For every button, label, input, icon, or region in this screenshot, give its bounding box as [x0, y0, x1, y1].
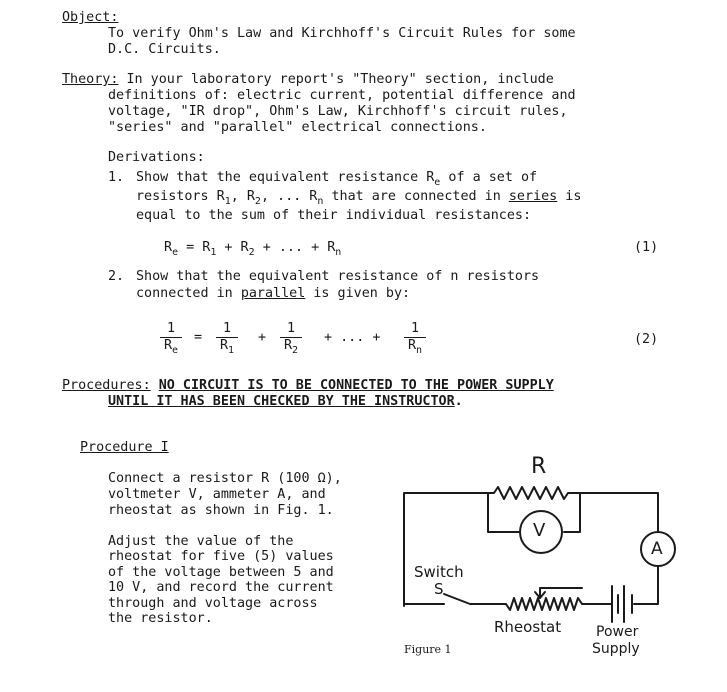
wire-right-down: [634, 566, 658, 604]
procedures-warning-1: NO CIRCUIT IS TO BE CONNECTED TO THE POWER SUPPLY: [158, 378, 554, 393]
eq2-frac-rn-num: 1: [404, 322, 426, 338]
subscript-e: e: [434, 177, 441, 188]
derivation-1-number: 1.: [108, 170, 125, 185]
label-ammeter-a: A: [651, 539, 663, 559]
battery-plates: [612, 586, 632, 622]
eq2-plus: +: [258, 330, 267, 345]
subscript-n: n: [317, 196, 324, 207]
derivation-1-line-2-c: , ... R: [260, 189, 318, 204]
eq2-sub-e: e: [172, 345, 179, 356]
eq2-sub-n: n: [416, 345, 423, 356]
derivation-1-line-3: equal to the sum of their individual resistances:: [136, 208, 532, 223]
series-word: series: [508, 189, 558, 204]
eq2-r: R: [219, 338, 229, 353]
rheostat-arrow: [535, 588, 582, 598]
theory-line-3: voltage, "IR drop", Ohm's Law, Kirchhoff's circuit rules,: [108, 104, 568, 119]
eq2-r: R: [163, 338, 173, 353]
label-voltmeter-v: V: [533, 520, 546, 541]
equation-2-number: (2): [634, 332, 659, 347]
eq1-lhs-sub: e: [172, 247, 179, 258]
wire-top-right: [580, 493, 658, 532]
procedure-1-p1-line-3: rheostat as shown in Fig. 1.: [108, 503, 334, 518]
derivations-heading: Derivations:: [108, 150, 205, 165]
theory-heading: Theory:: [62, 72, 119, 87]
theory-line-4: "series" and "parallel" electrical connections.: [108, 120, 487, 135]
eq2-r: R: [407, 338, 417, 353]
parallel-word: parallel: [240, 286, 306, 301]
derivation-2-line-2-a: connected in: [136, 286, 241, 301]
rheostat-zigzag: [484, 598, 588, 610]
procedures-warning-end: .: [454, 394, 463, 409]
eq2-sub-1: 1: [228, 345, 235, 356]
procedure-1-p1-line-1: Connect a resistor R (100 Ω),: [108, 471, 342, 486]
eq2-frac-r1-num: 1: [216, 322, 238, 338]
procedures-warning-2: UNTIL IT HAS BEEN CHECKED BY THE INSTRUCTOR: [108, 394, 455, 409]
procedure-1-p2-line-6: the resistor.: [108, 611, 213, 626]
subscript-1: 1: [224, 196, 231, 207]
derivation-1-line-2-e: is: [557, 189, 582, 204]
figure-caption: Figure 1: [404, 643, 452, 656]
procedure-1-p2-line-1: Adjust the value of the: [108, 534, 294, 549]
equation-1-number: (1): [634, 240, 659, 255]
derivation-1-line-1-b: of a set of: [440, 170, 538, 185]
label-rheostat: Rheostat: [494, 618, 562, 636]
label-resistor-r: R: [531, 454, 547, 479]
eq1-term-2: + R: [216, 240, 249, 255]
procedure-1-p1-line-2: voltmeter V, ammeter A, and: [108, 487, 326, 502]
eq2-r: R: [283, 338, 293, 353]
procedure-1-p2-line-2: rheostat for five (5) values: [108, 549, 334, 564]
derivation-2-line-1: Show that the equivalent resistance of n resistors: [136, 269, 540, 284]
resistor-zigzag: [488, 487, 580, 499]
object-line-2: D.C. Circuits.: [108, 42, 221, 57]
derivation-1-line-2-b: , R: [230, 189, 255, 204]
eq1-term-1-sub: 1: [210, 247, 217, 258]
label-supply: Supply: [592, 641, 640, 657]
label-switch-s: S: [434, 580, 444, 598]
procedure-1-p2-line-4: 10 V, and record the current: [108, 580, 334, 595]
theory-line-2: definitions of: electric current, potential difference and: [108, 88, 576, 103]
procedures-heading: Procedures:: [62, 378, 151, 393]
label-power: Power: [596, 624, 639, 640]
derivation-2-number: 2.: [108, 269, 125, 284]
derivation-1-line-1-a: Show that the equivalent resistance R: [136, 170, 435, 185]
eq2-equals: =: [194, 330, 203, 345]
procedure-1-heading: Procedure I: [80, 440, 169, 455]
procedure-1-p2-line-3: of the voltage between 5 and: [108, 565, 334, 580]
label-switch: Switch: [414, 563, 464, 581]
eq1-term-2-sub: 2: [248, 247, 255, 258]
eq2-frac-re-num: 1: [160, 322, 182, 338]
procedure-1-p2-line-5: through and voltage across: [108, 596, 318, 611]
eq1-lhs: R: [164, 240, 173, 255]
derivation-2-line-2-b: is given by:: [305, 286, 411, 301]
switch-lever: [444, 594, 484, 604]
theory-line-1-text: In your laboratory report's "Theory" section, include: [118, 72, 554, 87]
object-line-1: To verify Ohm's Law and Kirchhoff's Circuit Rules for some: [108, 26, 576, 41]
eq2-frac-r2-num: 1: [280, 322, 302, 338]
derivation-1-line-2-d: that are connected in: [323, 189, 509, 204]
object-heading: Object:: [62, 10, 119, 25]
wire-top-left: [404, 493, 488, 606]
eq2-dots: + ... +: [324, 330, 381, 345]
eq2-sub-2: 2: [292, 345, 299, 356]
eq1-term-3: + ... + R: [254, 240, 336, 255]
eq1-term-1: = R: [178, 240, 211, 255]
subscript-2: 2: [254, 196, 261, 207]
eq1-term-3-sub: n: [335, 247, 342, 258]
derivation-1-line-2-a: resistors R: [136, 189, 225, 204]
